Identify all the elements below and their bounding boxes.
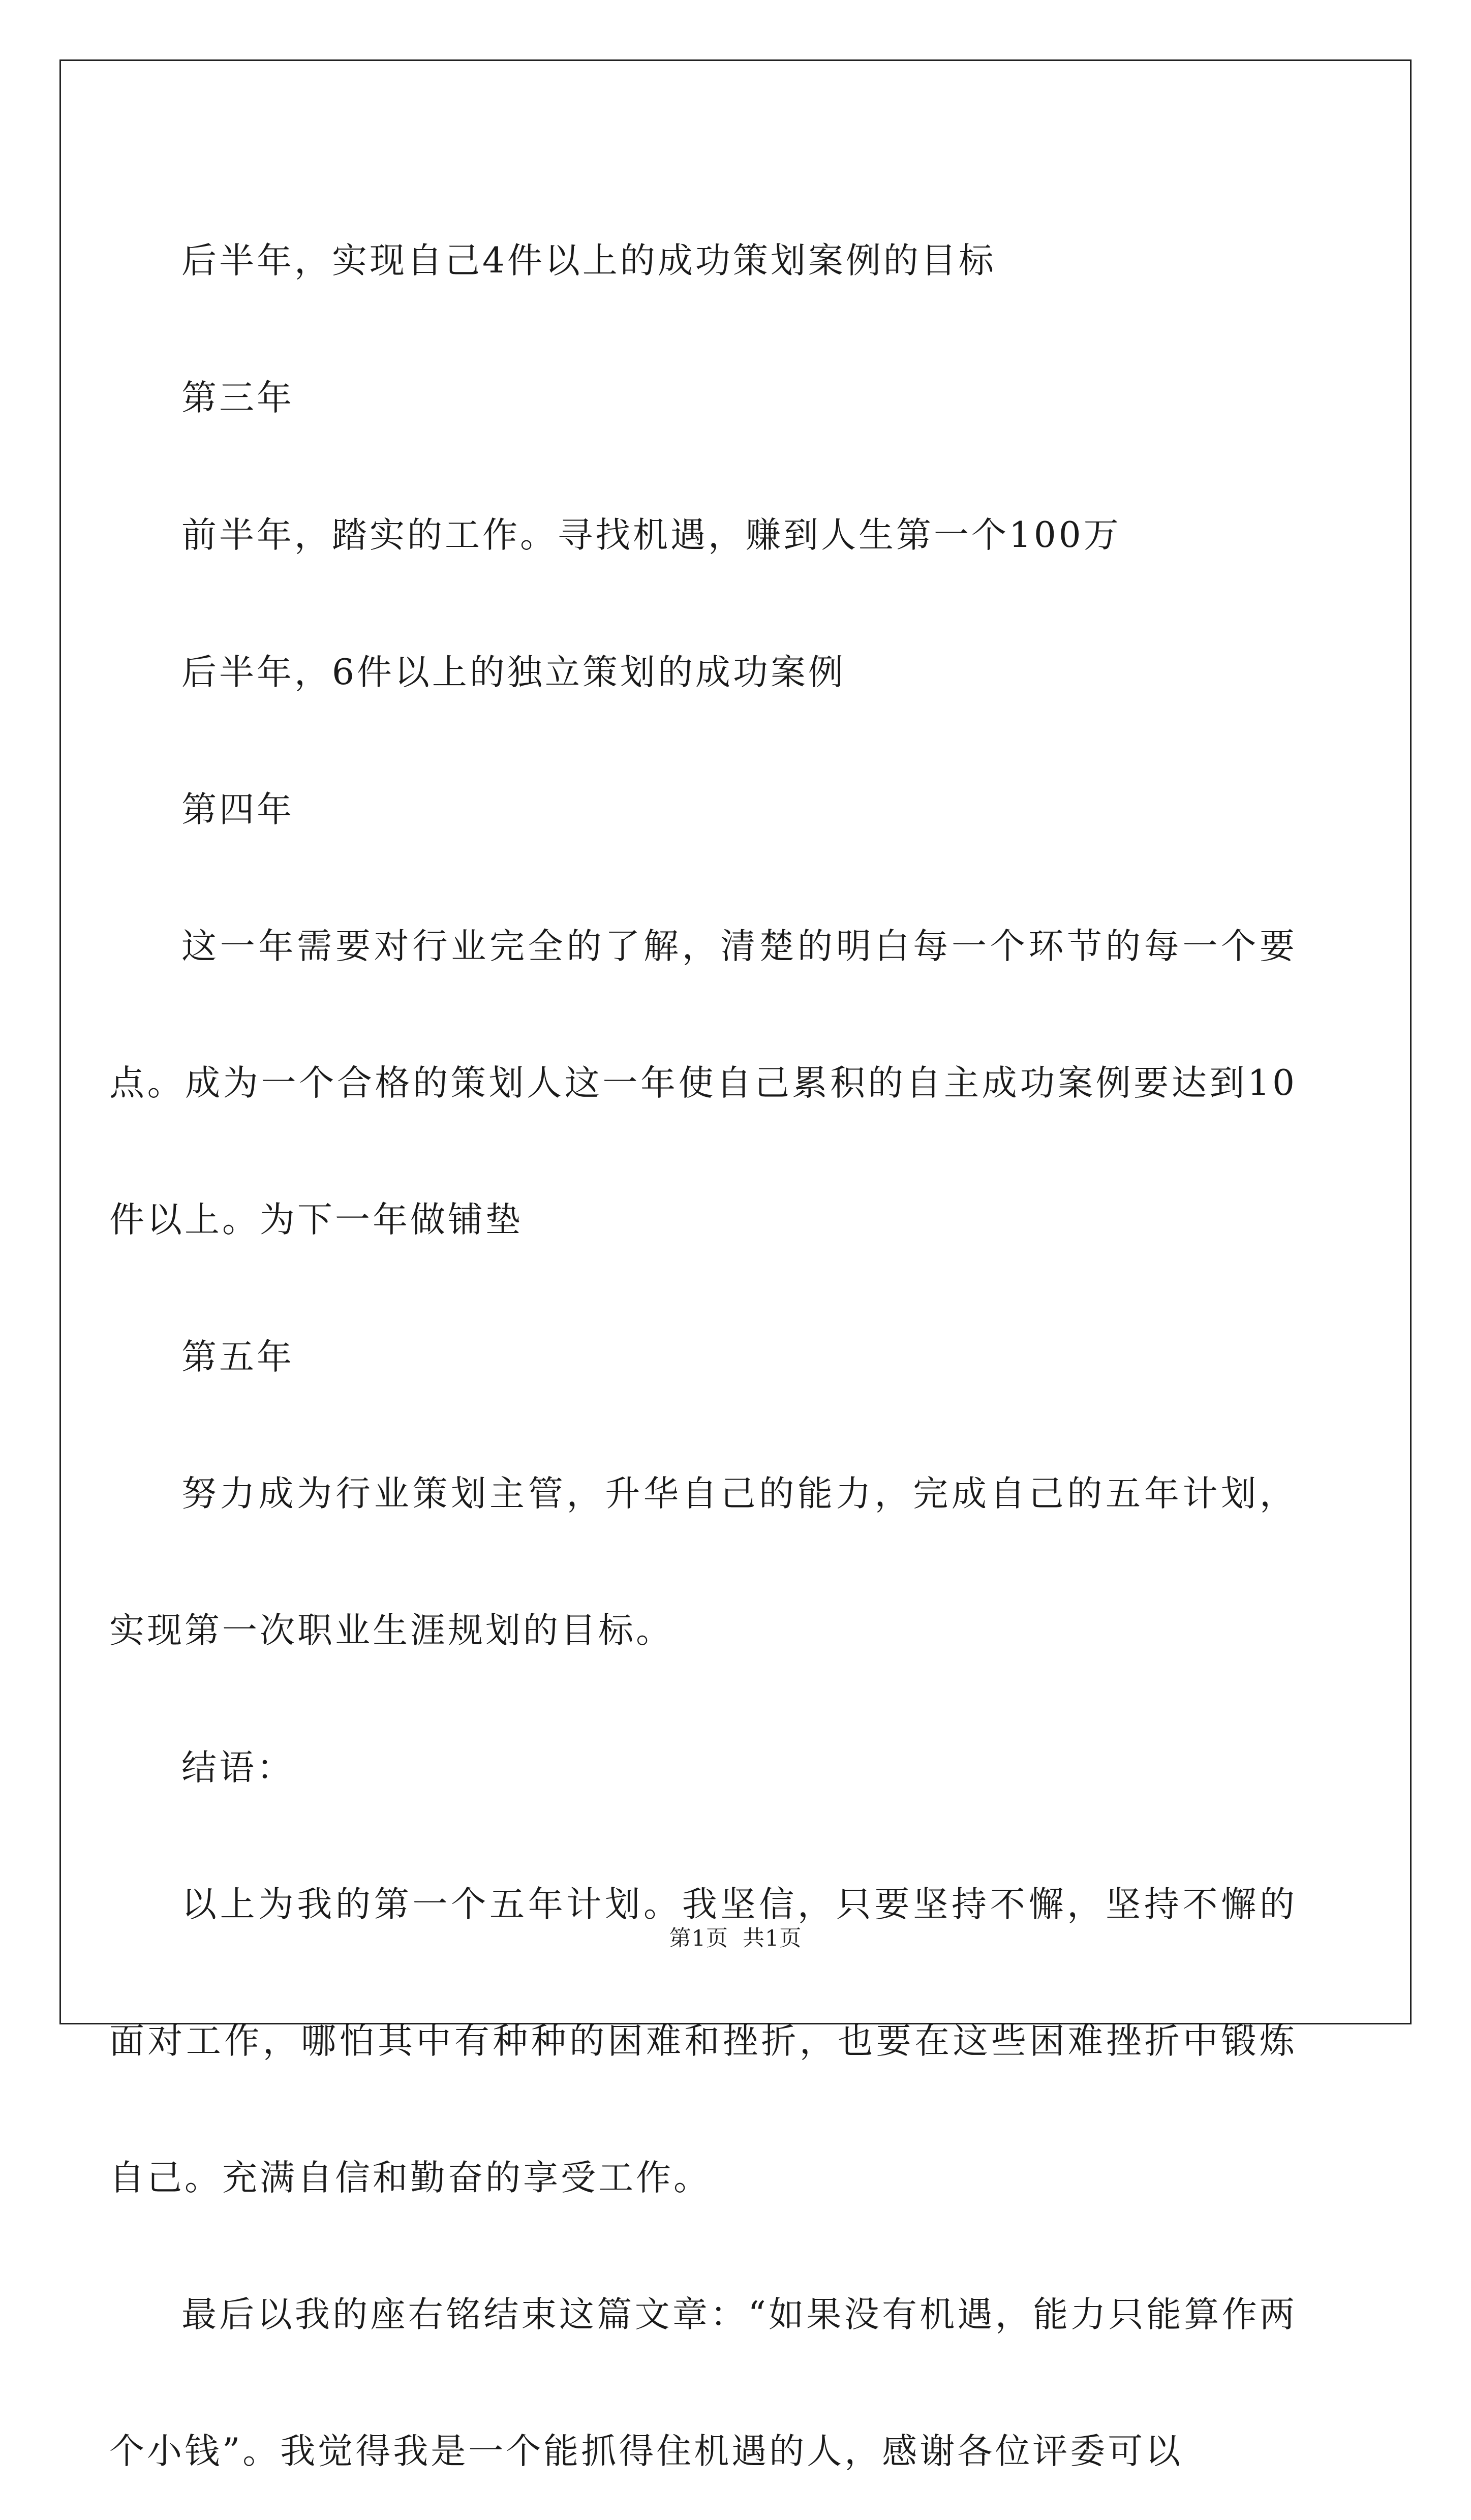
paragraph-year-three-first-half: 前半年，踏实的工作。寻找机遇，赚到人生第一个100万 — [181, 515, 1121, 556]
paragraph-year-five-body: 努力成为行业策划主管，升华自己的能力，完成自己的五年计划，实现第一次职业生涯规划的目标。 — [109, 1473, 1297, 1651]
paragraph-second-half-goal: 后半年，实现自己4件以上的成功策划案例的目标 — [181, 240, 996, 281]
heading-conclusion: 结语： — [181, 1747, 294, 1788]
document-body — [109, 192, 1297, 2520]
paragraph-year-four-body: 这一年需要对行业完全的了解，清楚的明白每一个环节的每一个要点。成为一个合格的策划人这一年使自己累积的自主成功案例要达到10件以上。为下一年做铺垫 — [109, 926, 1297, 1240]
page-number-total: 共1页 — [743, 1926, 802, 1951]
paragraph-conclusion-body: 以上为我的第一个五年计划。我坚信，只要坚持不懈，坚持不懈的面对工作，哪怕其中有种种的困难和挫折，也要在这些困难挫折中锻炼自己。充满自信和勤奋的享受工作。 — [109, 1884, 1297, 2198]
heading-year-three: 第三年 — [181, 378, 294, 418]
paragraph-year-three-second-half: 后半年，6件以上的独立策划的成功案例 — [181, 652, 846, 693]
heading-year-five: 第五年 — [181, 1337, 294, 1377]
heading-year-four: 第四年 — [181, 789, 294, 830]
page-footer — [0, 1921, 1471, 1952]
page-number-current: 第1页 — [669, 1926, 728, 1951]
paragraph-motto: 最后以我的座右铭结束这篇文章：“如果没有机遇，能力只能算作两个小钱”。我觉得我是一个能抓得住机遇的人，感谢各位评委可以 — [109, 2294, 1297, 2472]
